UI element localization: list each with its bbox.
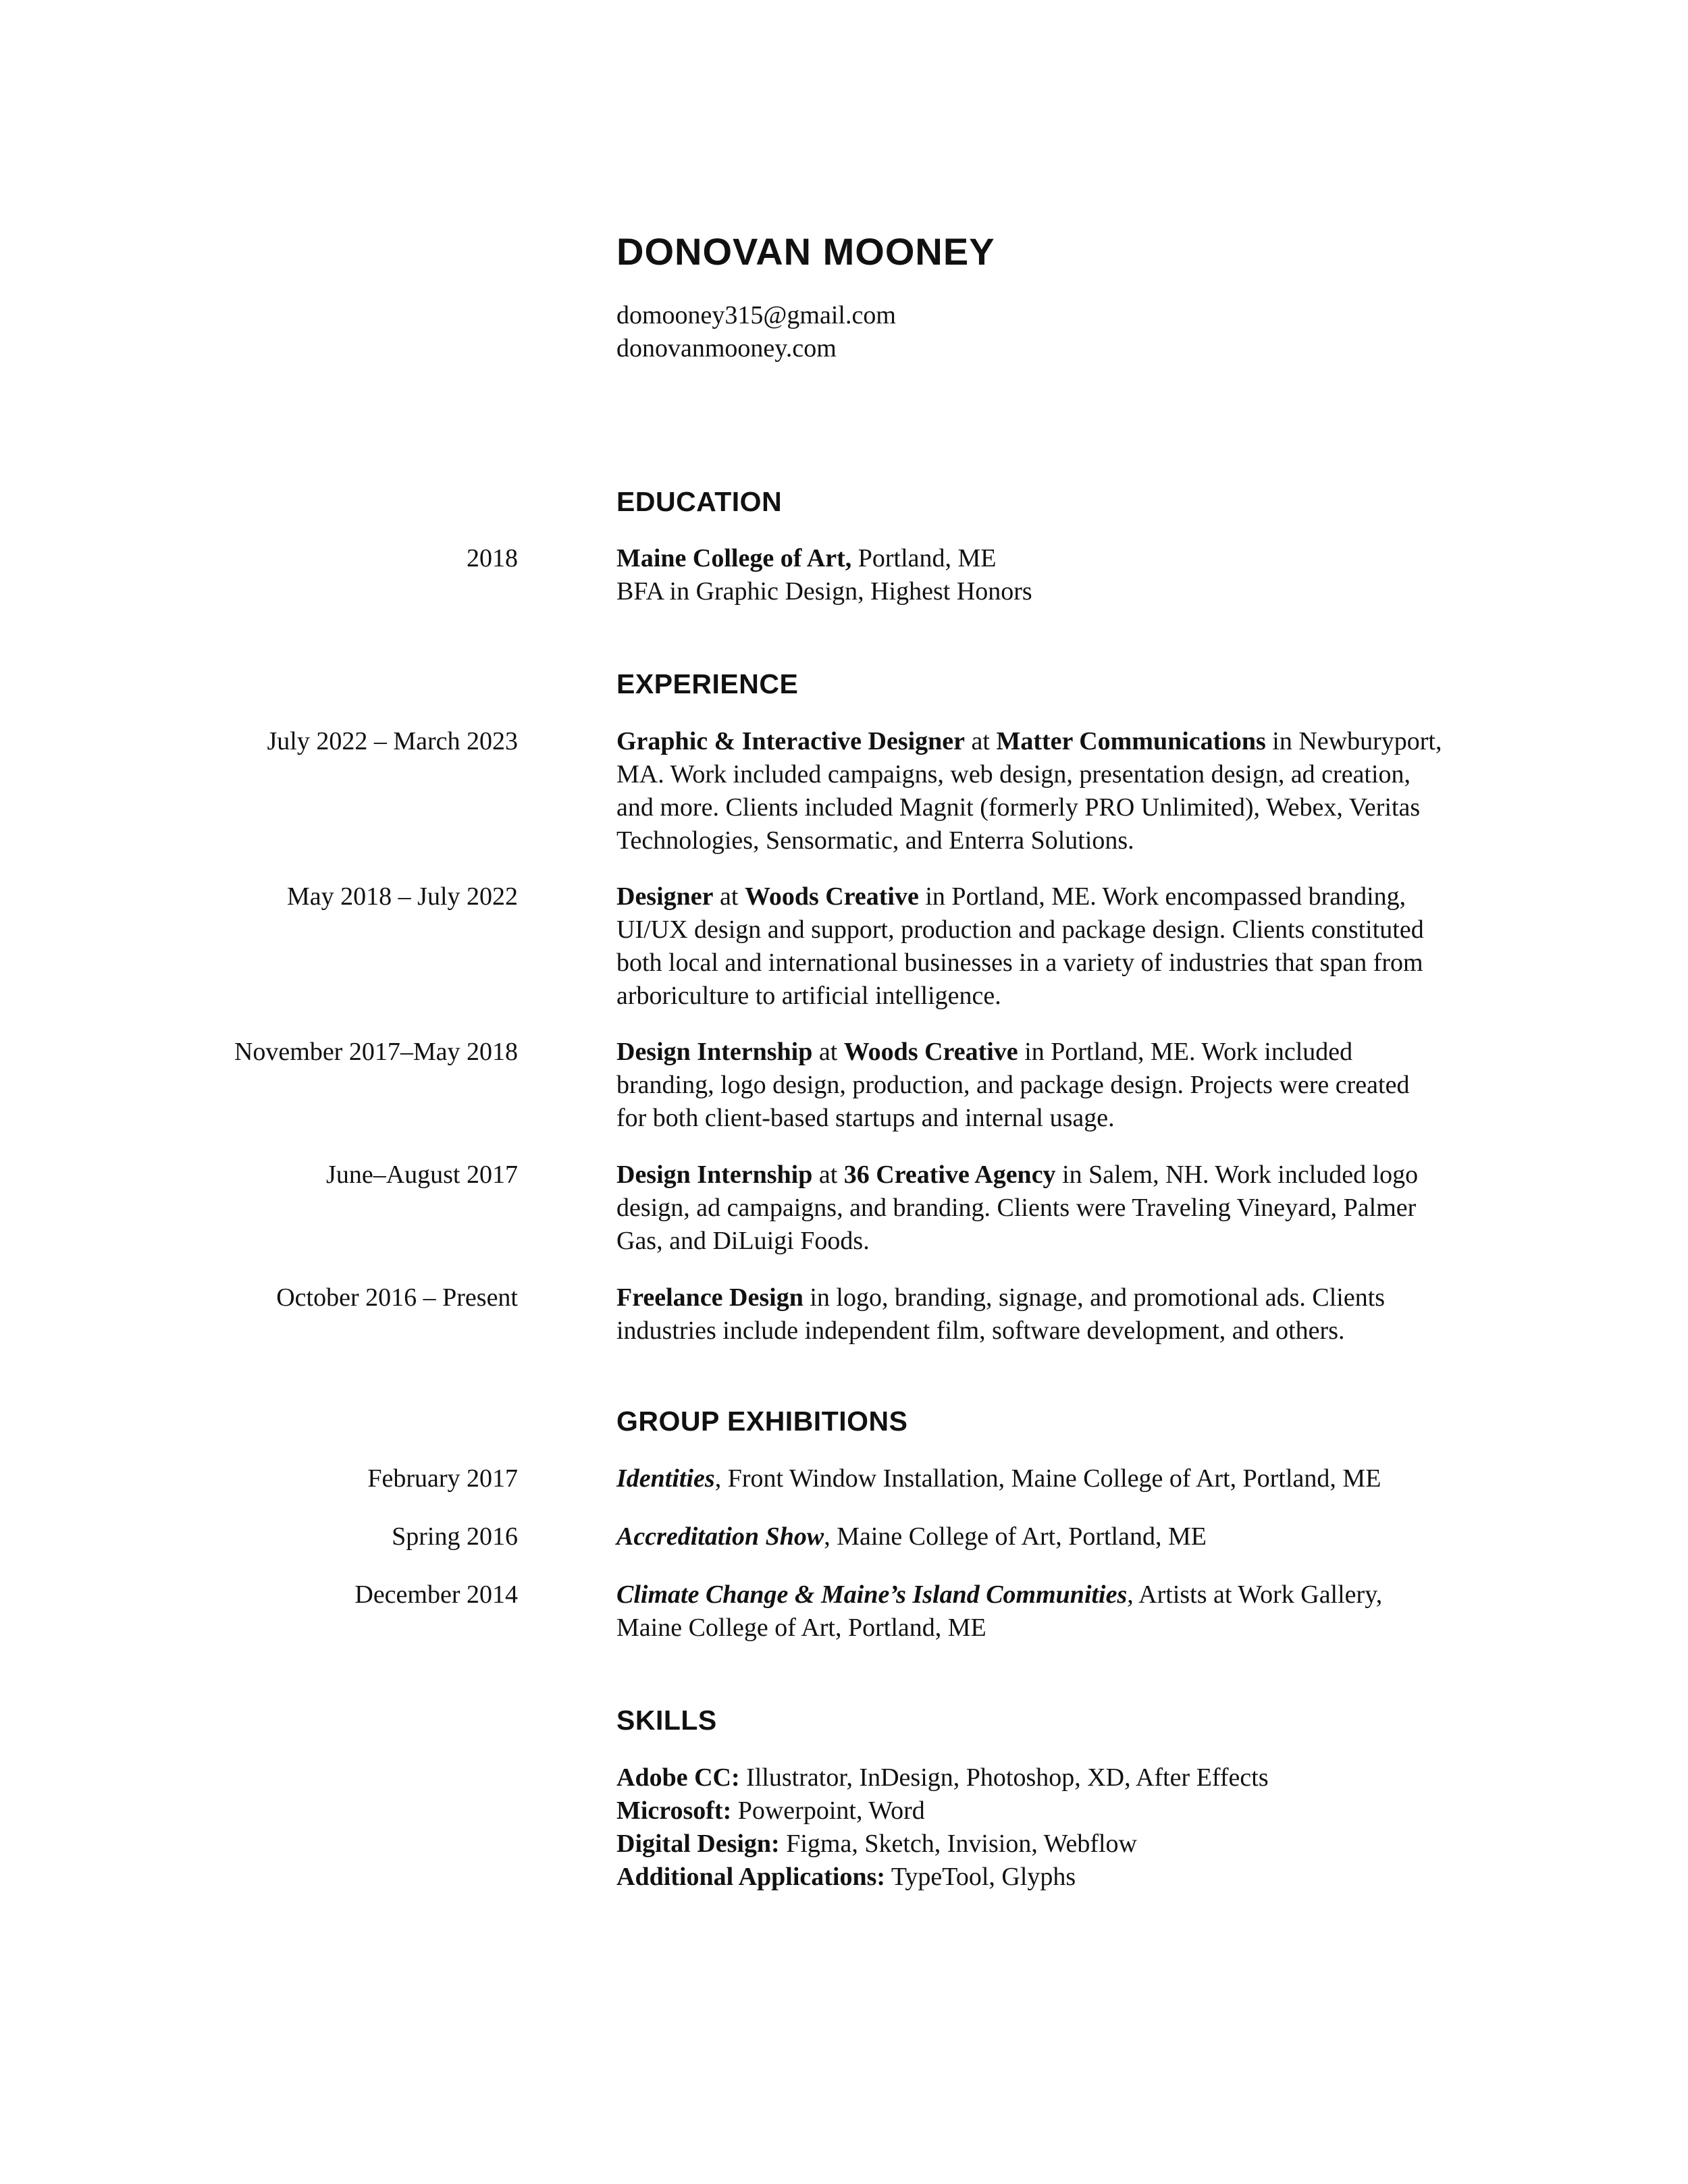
exhibition-title: Accreditation Show <box>616 1522 824 1551</box>
entry-body <box>616 1281 1514 1348</box>
job-role: Designer <box>616 882 714 911</box>
job-role: Freelance Design <box>616 1283 803 1312</box>
skill-value: Illustrator, InDesign, Photoshop, XD, After Effects <box>739 1763 1269 1792</box>
line-text: Technologies, Sensormatic, and Enterra Solutions. <box>616 826 1134 855</box>
exhibition-details: , Artists at Work Gallery, <box>1127 1580 1383 1609</box>
skill-label: Adobe CC: <box>616 1763 740 1792</box>
entry-body <box>616 542 1514 608</box>
company-name: Matter Communications <box>996 727 1266 755</box>
entry-date: December 2014 <box>354 1580 518 1609</box>
skill-label: Microsoft: <box>616 1796 732 1825</box>
entry-body <box>616 1578 1514 1645</box>
line-text: in Portland, ME. Work encompassed branding, <box>918 882 1406 911</box>
job-role: Design Internship <box>616 1038 813 1066</box>
entry-date: Spring 2016 <box>392 1522 518 1551</box>
line-text: in Portland, ME. Work included <box>1018 1038 1353 1066</box>
line-text: and more. Clients included Magnit (formerly PRO Unlimited), Webex, Veritas <box>616 793 1421 822</box>
entry-body <box>616 1520 1514 1553</box>
website-link[interactable]: donovanmooney.com <box>616 334 837 363</box>
school-location: Portland, ME <box>851 544 997 572</box>
at-word: at <box>965 727 997 755</box>
line-text: MA. Work included campaigns, web design, presentation design, ad creation, <box>616 760 1411 789</box>
line-text: both local and international businesses in a variety of industries that span from <box>616 949 1423 977</box>
contact-block <box>616 299 896 365</box>
line-text: in Newburyport, <box>1265 727 1442 755</box>
degree: BFA in Graphic Design, Highest Honors <box>616 577 1032 606</box>
school-name: Maine College of Art, <box>616 544 852 572</box>
entry-body <box>616 1462 1514 1495</box>
line-text: Gas, and DiLuigi Foods. <box>616 1227 870 1255</box>
at-word: at <box>812 1038 844 1066</box>
entry-body <box>616 1036 1514 1135</box>
skill-row <box>616 1861 1514 1894</box>
skill-value: TypeTool, Glyphs <box>885 1863 1076 1891</box>
job-role: Graphic & Interactive Designer <box>616 727 966 755</box>
at-word: at <box>812 1161 844 1189</box>
at-word: at <box>713 882 745 911</box>
entry-date: February 2017 <box>367 1464 518 1493</box>
entry-date: July 2022 – March 2023 <box>267 727 518 755</box>
skill-row <box>616 1794 1514 1828</box>
skill-value: Powerpoint, Word <box>731 1796 925 1825</box>
line-text: arboriculture to artificial intelligence. <box>616 982 1001 1010</box>
exhibition-title: Climate Change & Maine’s Island Communities <box>616 1580 1128 1609</box>
line-text: design, ad campaigns, and branding. Clients were Traveling Vineyard, Palmer <box>616 1194 1417 1222</box>
entry-date: May 2018 – July 2022 <box>287 882 518 911</box>
line-text: UI/UX design and support, production and package design. Clients constituted <box>616 915 1424 944</box>
section-title-experience: EXPERIENCE <box>616 668 799 699</box>
entry-date: November 2017–May 2018 <box>234 1038 518 1066</box>
entry-body <box>616 725 1514 857</box>
line-text: in Salem, NH. Work included logo <box>1055 1161 1419 1189</box>
email-link[interactable]: domooney315@gmail.com <box>616 301 896 329</box>
skill-label: Digital Design: <box>616 1830 780 1858</box>
line-text: in logo, branding, signage, and promotional ads. Clients <box>803 1283 1386 1312</box>
line-text: for both client-based startups and internal usage. <box>616 1104 1115 1132</box>
line-text: industries include independent film, software development, and others. <box>616 1316 1345 1345</box>
skill-value: Figma, Sketch, Invision, Webflow <box>779 1830 1137 1858</box>
exhibition-details-line2: Maine College of Art, Portland, ME <box>616 1614 986 1642</box>
company-name: Woods Creative <box>744 882 919 911</box>
line-text: branding, logo design, production, and package design. Projects were created <box>616 1071 1410 1099</box>
entry-body <box>616 880 1514 1013</box>
company-name: Woods Creative <box>843 1038 1018 1066</box>
entry-date: October 2016 – Present <box>276 1283 518 1312</box>
company-name: 36 Creative Agency <box>843 1161 1056 1189</box>
entry-date: June–August 2017 <box>326 1161 518 1189</box>
skills-body <box>616 1761 1514 1894</box>
section-title-skills: SKILLS <box>616 1705 717 1736</box>
section-title-education: EDUCATION <box>616 486 783 517</box>
job-role: Design Internship <box>616 1161 813 1189</box>
entry-date: 2018 <box>467 544 518 572</box>
skill-row <box>616 1761 1514 1794</box>
entry-body <box>616 1158 1514 1258</box>
candidate-name: DONOVAN MOONEY <box>616 230 995 273</box>
skill-label: Additional Applications: <box>616 1863 886 1891</box>
skill-row <box>616 1828 1514 1861</box>
section-title-exhibitions: GROUP EXHIBITIONS <box>616 1406 908 1437</box>
exhibition-title: Identities <box>616 1464 715 1493</box>
exhibition-details: , Maine College of Art, Portland, ME <box>824 1522 1207 1551</box>
exhibition-details: , Front Window Installation, Maine College of Art, Portland, ME <box>714 1464 1381 1493</box>
